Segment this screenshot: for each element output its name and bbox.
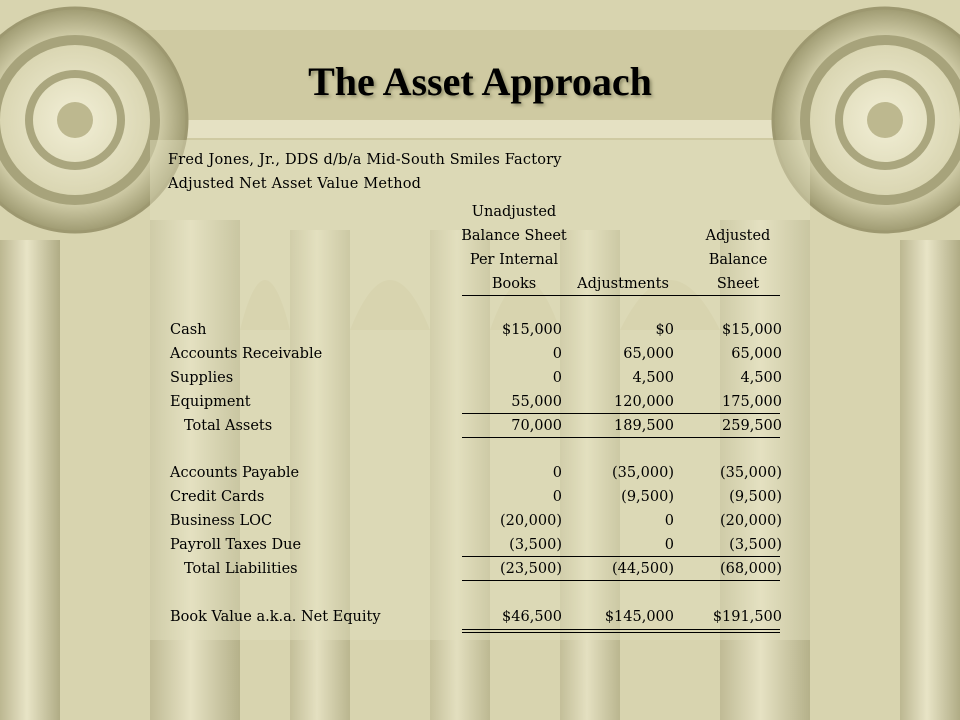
row-label: Cash — [170, 322, 207, 338]
slide-title: The Asset Approach — [308, 59, 652, 104]
adjustment-value: 189,500 — [614, 418, 674, 434]
table-row — [168, 366, 788, 390]
net-equity-row — [168, 605, 788, 629]
adjustment-value: (9,500) — [621, 489, 674, 505]
header-line: Unadjusted — [471, 204, 557, 220]
row-label: Credit Cards — [170, 489, 265, 505]
row-label: Supplies — [170, 370, 234, 386]
row-label: Payroll Taxes Due — [170, 537, 302, 553]
adjustment-value: 4,500 — [632, 370, 674, 386]
row-label: Accounts Receivable — [170, 346, 323, 362]
row-label: Equipment — [170, 394, 251, 410]
adjusted-value: (9,500) — [729, 489, 782, 505]
total-rule — [462, 580, 780, 581]
adjusted-value: $191,500 — [712, 609, 782, 625]
adjustment-value: 65,000 — [623, 346, 674, 362]
method-name: Adjusted Net Asset Value Method — [168, 176, 422, 192]
adjusted-value: (35,000) — [719, 465, 782, 481]
unadjusted-value: 0 — [552, 370, 562, 386]
row-label: Total Liabilities — [184, 561, 298, 577]
row-label: Book Value a.k.a. Net Equity — [170, 609, 381, 625]
unadjusted-value: 70,000 — [511, 418, 562, 434]
header-line: Adjusted — [705, 228, 771, 244]
unadjusted-value: (20,000) — [499, 513, 562, 529]
unadjusted-value: (23,500) — [499, 561, 562, 577]
header-line: Books — [491, 276, 537, 292]
total-rule — [462, 437, 780, 438]
table-row — [168, 485, 788, 509]
table-row — [168, 342, 788, 366]
table-row — [168, 390, 788, 414]
row-label: Business LOC — [170, 513, 273, 529]
header-line: Sheet — [716, 276, 760, 292]
unadjusted-value: $46,500 — [502, 609, 562, 625]
unadjusted-value: 55,000 — [511, 394, 562, 410]
adjustment-value: 0 — [664, 513, 674, 529]
adjustment-value: 0 — [664, 537, 674, 553]
adjustment-value: (35,000) — [611, 465, 674, 481]
adjusted-value: 4,500 — [740, 370, 782, 386]
company-name: Fred Jones, Jr., DDS d/b/a Mid-South Smiles Factory — [168, 152, 562, 168]
unadjusted-value: (3,500) — [509, 537, 562, 553]
table-row — [168, 318, 788, 342]
table-row — [168, 461, 788, 485]
adjusted-value: 65,000 — [731, 346, 782, 362]
adjusted-value: (20,000) — [719, 513, 782, 529]
adjusted-value: 175,000 — [722, 394, 782, 410]
adjustment-value: 120,000 — [614, 394, 674, 410]
table-row — [168, 509, 788, 533]
net-asset-statement — [168, 152, 788, 632]
double-underline — [462, 629, 780, 633]
adjustment-value: $145,000 — [604, 609, 674, 625]
header-line: Balance — [708, 252, 768, 268]
header-line: Adjustments — [577, 276, 669, 292]
row-label: Total Assets — [184, 418, 273, 434]
unadjusted-value: 0 — [552, 346, 562, 362]
adjusted-value: $15,000 — [722, 322, 782, 338]
total-liabilities-row — [168, 557, 788, 581]
unadjusted-value: 0 — [552, 489, 562, 505]
adjustment-value: (44,500) — [611, 561, 674, 577]
total-assets-row — [168, 414, 788, 438]
unadjusted-value: 0 — [552, 465, 562, 481]
adjusted-value: 259,500 — [722, 418, 782, 434]
row-label: Accounts Payable — [170, 465, 300, 481]
header-underline — [462, 295, 780, 296]
adjusted-value: (3,500) — [729, 537, 782, 553]
unadjusted-value: $15,000 — [502, 322, 562, 338]
header-line: Per Internal — [469, 252, 559, 268]
adjusted-value: (68,000) — [719, 561, 782, 577]
adjustment-value: $0 — [655, 322, 674, 338]
table-row — [168, 533, 788, 557]
header-line: Balance Sheet — [461, 228, 567, 244]
